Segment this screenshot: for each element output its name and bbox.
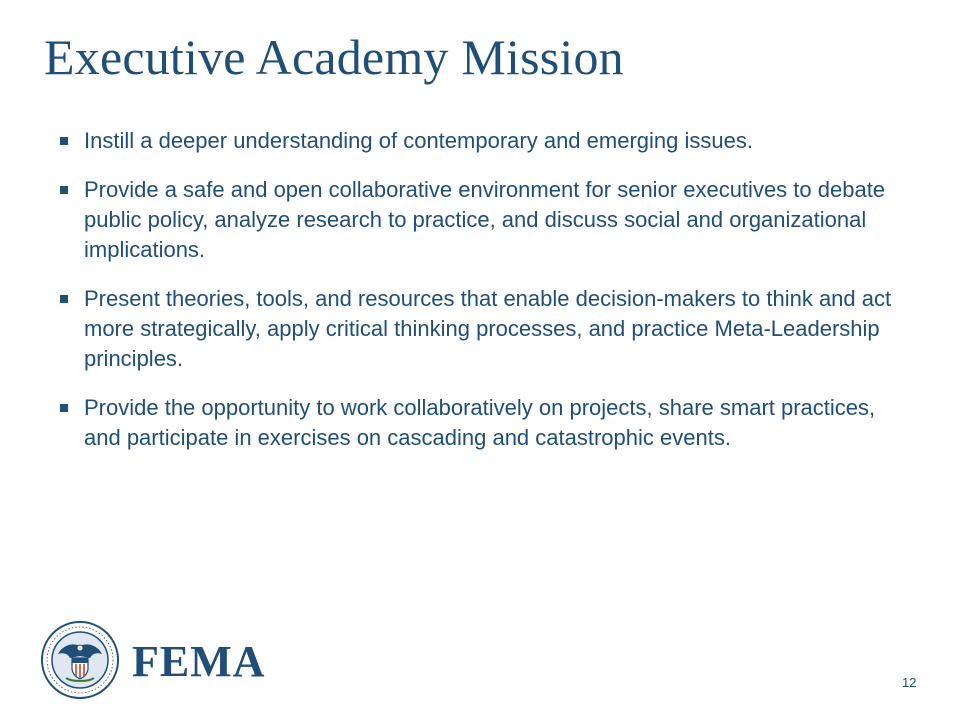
bullet-item: [58, 284, 908, 374]
bullet-item: [58, 393, 908, 453]
slide-title: Executive Academy Mission: [44, 29, 624, 85]
dhs-seal-icon: [40, 620, 120, 700]
fema-wordmark: FEMA: [132, 637, 266, 686]
fema-logo: [40, 620, 280, 700]
square-bullet-icon: [60, 186, 68, 194]
page-number: 12: [902, 675, 917, 690]
bullet-text: Instill a deeper understanding of contemporary and emerging issues.: [84, 128, 753, 153]
bullet-list: [58, 126, 908, 472]
bullet-text: Provide the opportunity to work collaboratively on projects, share smart practices, and participate in exercises on cascading and catastrophic events.: [84, 395, 876, 450]
square-bullet-icon: [60, 137, 68, 145]
bullet-text: Present theories, tools, and resources that enable decision-makers to think and act more strategically, apply critical thinking processes, and practice Meta-Leadership principles.: [84, 286, 892, 371]
bullet-item: [58, 126, 908, 156]
bullet-text: Provide a safe and open collaborative environment for senior executives to debate public policy, analyze research to practice, and discuss social and organizational implications.: [84, 177, 886, 262]
square-bullet-icon: [60, 295, 68, 303]
bullet-item: [58, 175, 908, 265]
square-bullet-icon: [60, 404, 68, 412]
